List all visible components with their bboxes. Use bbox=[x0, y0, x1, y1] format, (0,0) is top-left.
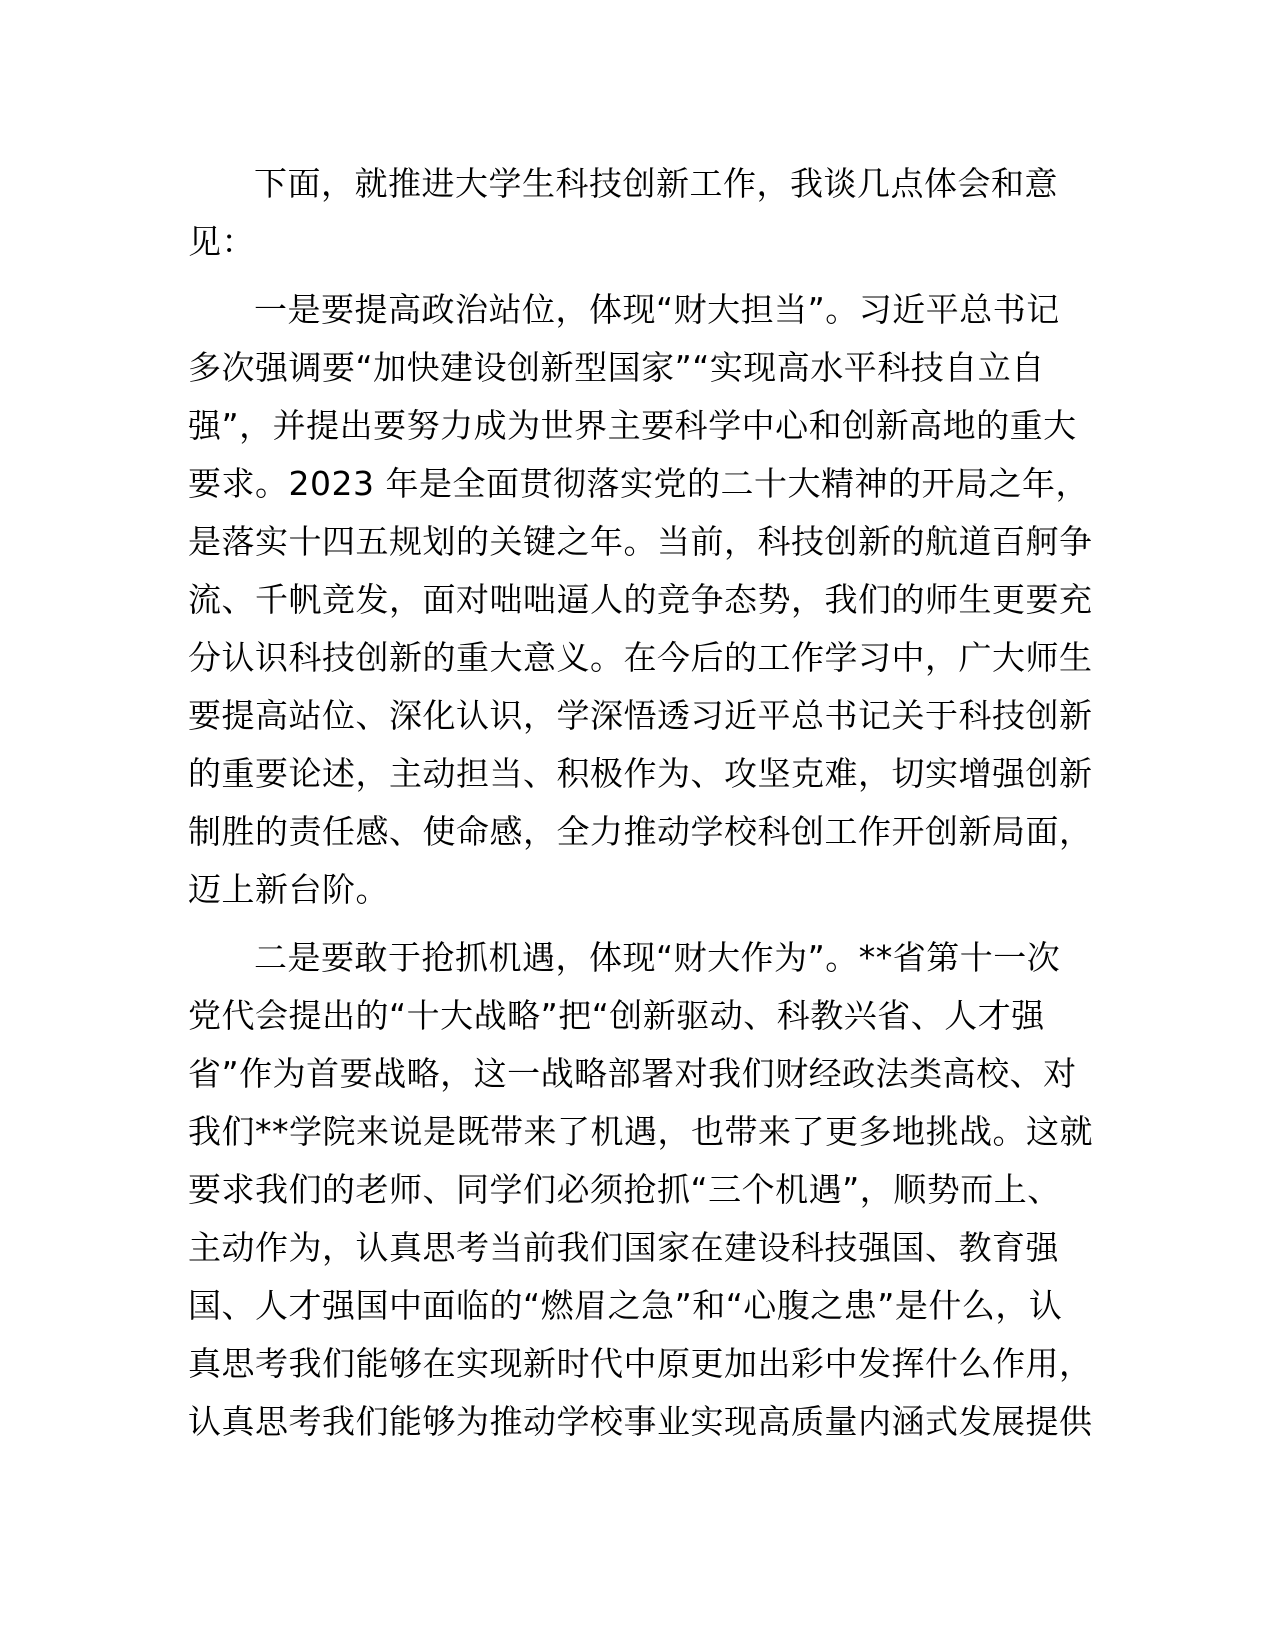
text-line: 的重要论述，主动担当、积极作为、攻坚克难，切实增强创新 bbox=[188, 754, 1093, 793]
text-line: 制胜的责任感、使命感，全力推动学校科创工作开创新局面， bbox=[188, 812, 1093, 851]
text-line: 多次强调要“加快建设创新型国家”“实现高水平科技自立自 bbox=[188, 348, 1045, 387]
text-line: 是落实十四五规划的关键之年。当前，科技创新的航道百舸争 bbox=[188, 522, 1093, 561]
paragraph-intro bbox=[188, 155, 1098, 271]
text-line: 主动作为，认真思考当前我们国家在建设科技强国、教育强 bbox=[188, 1228, 1059, 1267]
text-line: 党代会提出的“十大战略”把“创新驱动、科教兴省、人才强 bbox=[188, 996, 1045, 1035]
text-line: 见： bbox=[188, 222, 255, 261]
text-line: 国、人才强国中面临的“燃眉之急”和“心腹之患”是什么，认 bbox=[188, 1286, 1063, 1325]
text-line: 要求。2023 年是全面贯彻落实党的二十大精神的开局之年， bbox=[188, 464, 1089, 503]
text-line: 强”，并提出要努力成为世界主要科学中心和创新高地的重大 bbox=[188, 406, 1077, 445]
text-line: 我们**学院来说是既带来了机遇，也带来了更多地挑战。这就 bbox=[188, 1112, 1093, 1151]
text-line: 下面，就推进大学生科技创新工作，我谈几点体会和意 bbox=[254, 164, 1058, 203]
text-line: 认真思考我们能够为推动学校事业实现高质量内涵式发展提供 bbox=[188, 1402, 1093, 1441]
document-page bbox=[188, 155, 1098, 1461]
text-line: 省”作为首要战略，这一战略部署对我们财经政法类高校、对 bbox=[188, 1054, 1077, 1093]
paragraph-point-two bbox=[188, 929, 1098, 1451]
text-line: 分认识科技创新的重大意义。在今后的工作学习中，广大师生 bbox=[188, 638, 1093, 677]
text-line: 要提高站位、深化认识，学深悟透习近平总书记关于科技创新 bbox=[188, 696, 1093, 735]
text-line: 要求我们的老师、同学们必须抢抓“三个机遇”，顺势而上、 bbox=[188, 1170, 1061, 1209]
paragraph-point-one bbox=[188, 281, 1098, 919]
text-line: 二是要敢于抢抓机遇，体现“财大作为”。**省第十一次 bbox=[254, 938, 1061, 977]
text-line: 真思考我们能够在实现新时代中原更加出彩中发挥什么作用， bbox=[188, 1344, 1093, 1383]
text-line: 流、千帆竞发，面对咄咄逼人的竞争态势，我们的师生更要充 bbox=[188, 580, 1093, 619]
text-line: 一是要提高政治站位，体现“财大担当”。习近平总书记 bbox=[254, 290, 1060, 329]
text-line: 迈上新台阶。 bbox=[188, 870, 389, 909]
